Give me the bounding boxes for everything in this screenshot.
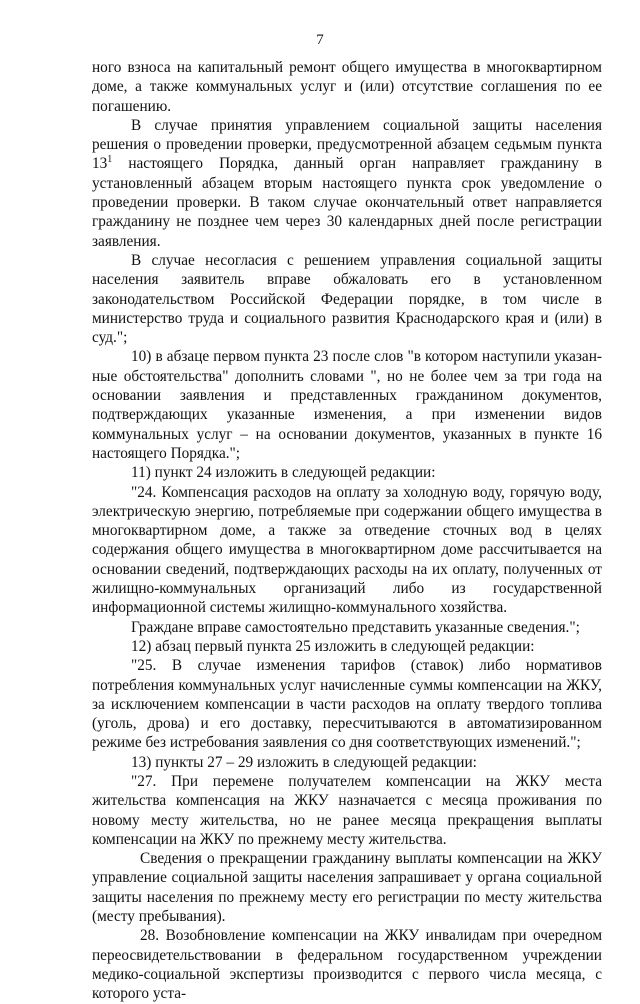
paragraph: Граждане вправе самостоятельно представить указанные сведения."; bbox=[131, 618, 580, 636]
document-body bbox=[92, 58, 602, 1004]
paragraph: В случае несогласия с решением управления социальной защиты населения заявитель вправе обжаловать его в установленном законодательством Российской Федерации порядке, в том числе в министерство труда и социального развития Краснодарского края и (или) в суд."; bbox=[92, 251, 602, 347]
paragraph: 28. Возобновление компенсации на ЖКУ инвалидам при очередном переосвидетельствовании в федеральном государственном учреждении медико-социальной экспертизы производится с первого числа месяца, с которого уста- bbox=[92, 927, 602, 1003]
paragraph: 13) пункты 27 – 29 изложить в следующей редакции: bbox=[131, 753, 477, 771]
paragraph bbox=[92, 116, 602, 251]
page-number: 7 bbox=[316, 32, 324, 48]
paragraph: 11) пункт 24 изложить в следующей редакции: bbox=[131, 464, 436, 482]
paragraph-text: настоящего Порядка, данный орган направляет гражданину в установленный абзацем вторым настоящего пункта срок уведомление о проведении проверки. В таком случае окончательный ответ направляется гражданину не позднее чем через 30 календарных дней после регистрации заявления. bbox=[92, 155, 602, 250]
paragraph-text: В случае принятия управлением социальной защиты населения решения о проведении проверки, предусмотренной абзацем седьмым пункта 13 bbox=[92, 116, 602, 173]
paragraph: ного взноса на капитальный ремонт общего имущества в многоквартирном доме, а также коммунальных услуг и (или) отсутствие соглашения по ее погашению. bbox=[92, 59, 602, 115]
paragraph: Сведения о прекращении гражданину выплаты компенсации на ЖКУ управление социальной защиты населения запрашивает у органа социальной защиты населения по прежнему месту его регистрации по месту жительства (месту пребывания). bbox=[92, 850, 602, 926]
paragraph: "25. В случае изменения тарифов (ставок) либо нормативов потребления коммунальных услуг начисленные суммы компенсации на ЖКУ, за исключением компенсации в части расходов на оплату твердого топлива (уголь, дрова) и его доставку, пересчитываются в автоматизированном режиме без истребования заявления со дня соответствующих изменений."; bbox=[92, 657, 602, 752]
paragraph: 12) абзац первый пункта 25 изложить в следующей редакции: bbox=[131, 637, 535, 655]
superscript: 1 bbox=[107, 154, 113, 166]
paragraph: "24. Компенсация расходов на оплату за холодную воду, горячую воду, электрическую энергию, потребляемые при содержании общего имущества в многоквартирном доме, а также за отведение сточных вод в целях содержания общего имущества в многоквартирном доме рассчитывается на основании сведений, подтверждающих расходы на их оплату, полученных от жилищно-коммунальных организаций либо из государственной информационной системы жилищно-коммунального хозяйства. bbox=[92, 483, 602, 617]
paragraph: "27. При перемене получателем компенсации на ЖКУ места жительства компенсация на ЖКУ назначается с месяца проживания по новому месту жительства, но не ранее месяца прекращения выплаты компенсации на ЖКУ по прежнему месту жительства. bbox=[92, 772, 602, 848]
paragraph: 10) в абзаце первом пункта 23 после слов "в котором наступили указанные обстоятельства" дополнить словами ", но не более чем за три года на основании заявления и представленных гражданином документов, подтверждающих указанные изменения, а при изменении видов коммунальных услуг – на основании документов, указанных в пункте 16 настоящего Порядка."; bbox=[92, 348, 602, 462]
